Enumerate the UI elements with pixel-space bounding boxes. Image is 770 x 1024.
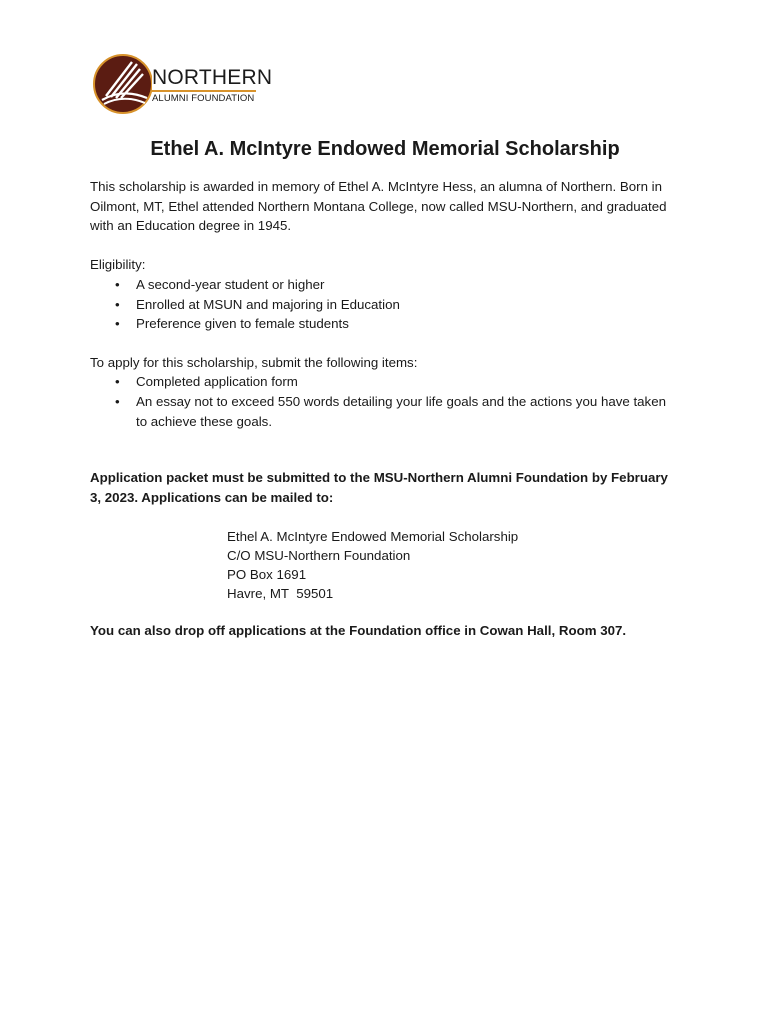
page-title: Ethel A. McIntyre Endowed Memorial Scholarship <box>150 138 620 160</box>
bullet-icon: • <box>115 276 120 292</box>
address-line: C/O MSU-Northern Foundation <box>227 548 411 564</box>
bullet-icon: • <box>115 393 120 409</box>
address-line: Havre, MT 59501 <box>227 586 334 602</box>
document-body <box>90 177 670 641</box>
northern-alumni-foundation-logo <box>92 52 273 116</box>
list-item: • Enrolled at MSUN and majoring in Education <box>90 295 670 315</box>
intro-paragraph: This scholarship is awarded in memory of Ethel A. McIntyre Hess, an alumna of Northern. Born in Oilmont, MT, Ethel attended Northern Montana College, now called MSU-Northern, and graduated with an Education degree in 1945. <box>90 179 667 234</box>
apply-list <box>90 372 670 431</box>
bullet-icon: • <box>115 316 120 332</box>
eligibility-list <box>90 275 670 334</box>
address-line: Ethel A. McIntyre Endowed Memorial Scholarship <box>227 529 519 545</box>
apply-heading: To apply for this scholarship, submit the following items: <box>90 354 418 370</box>
list-item: • An essay not to exceed 550 words detailing your life goals and the actions you have taken to achieve these goals. <box>115 393 666 429</box>
logo-text-alumni-foundation: ALUMNI FOUNDATION <box>152 93 255 104</box>
logo-text-northern: NORTHERN <box>152 66 273 89</box>
bullet-icon: • <box>115 374 120 390</box>
eligibility-heading: Eligibility: <box>90 257 146 273</box>
dropoff-notice: You can also drop off applications at the Foundation office in Cowan Hall, Room 307. <box>90 623 627 639</box>
bullet-icon: • <box>115 296 120 312</box>
logo-divider <box>152 90 256 92</box>
list-item: • A second-year student or higher <box>90 275 670 295</box>
logo-emblem-icon <box>92 52 152 116</box>
mailing-address <box>227 527 670 603</box>
list-item: • Completed application form <box>90 372 670 392</box>
list-item: • Preference given to female students <box>90 314 670 334</box>
address-line: PO Box 1691 <box>227 567 307 583</box>
deadline-notice: Application packet must be submitted to the MSU-Northern Alumni Foundation by February 3, 2023. Applications can be mailed to: <box>90 470 668 505</box>
